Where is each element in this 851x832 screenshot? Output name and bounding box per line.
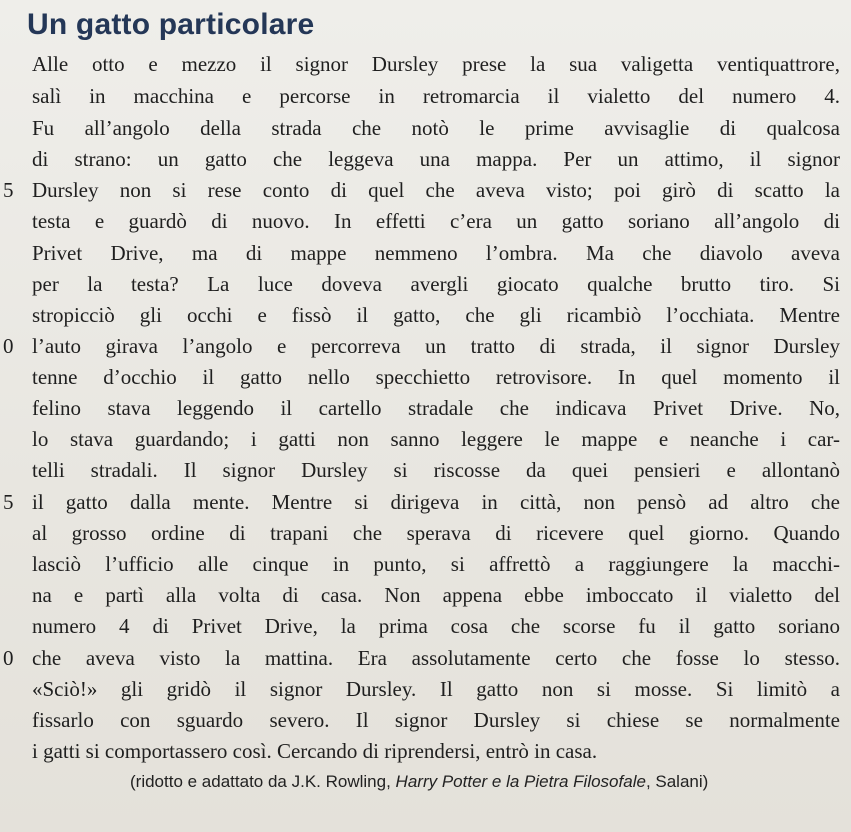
- citation-suffix: , Salani): [645, 772, 709, 791]
- text-line: il gatto dalla mente. Mentre si dirigeva in città, non pensò ad altro che: [32, 490, 840, 514]
- citation-prefix: (ridotto e adattato da J.K. Rowling,: [130, 772, 396, 791]
- text-line: lo stava guardando; i gatti non sanno leggere le mappe e neanche i car-: [32, 427, 840, 451]
- page-title: Un gatto particolare: [27, 8, 315, 41]
- text-line: i gatti si comportassero così. Cercando di riprendersi, entrò in casa.: [32, 739, 598, 763]
- text-line: telli stradali. Il signor Dursley si riscosse da quei pensieri e allontanò: [32, 458, 840, 482]
- text-line: numero 4 di Privet Drive, la prima cosa che scorse fu il gatto soriano: [32, 614, 840, 638]
- text-line: Alle otto e mezzo il signor Dursley prese la sua valigetta ventiquattrore,: [32, 52, 840, 76]
- book-title: Harry Potter e la Pietra Filosofale: [395, 772, 646, 791]
- text-line: fissarlo con sguardo severo. Il signor Dursley si chiese se normalmente: [32, 708, 840, 732]
- line-number: 0: [3, 334, 14, 358]
- text-line: Dursley non si rese conto di quel che aveva visto; poi girò di scatto la: [32, 178, 840, 202]
- text-line: Privet Drive, ma di mappe nemmeno l’ombra. Ma che diavolo aveva: [32, 241, 840, 265]
- text-line: salì in macchina e percorse in retromarcia il vialetto del numero 4.: [32, 84, 840, 108]
- text-line: l’auto girava l’angolo e percorreva un tratto di strada, il signor Dursley: [32, 334, 840, 358]
- text-line: «Sciò!» gli gridò il signor Dursley. Il gatto non si mosse. Si limitò a: [32, 677, 840, 701]
- line-number: 5: [3, 490, 14, 514]
- text-line: che aveva visto la mattina. Era assolutamente certo che fosse lo stesso.: [32, 646, 840, 670]
- text-line: al grosso ordine di trapani che sperava di ricevere quel giorno. Quando: [32, 521, 840, 545]
- text-line: lasciò l’ufficio alle cinque in punto, si affrettò a raggiungere la macchi-: [32, 552, 840, 576]
- text-line: di strano: un gatto che leggeva una mappa. Per un attimo, il signor: [32, 147, 840, 171]
- text-line: per la testa? La luce doveva avergli giocato qualche brutto tiro. Si: [32, 272, 840, 296]
- text-line: na e partì alla volta di casa. Non appena ebbe imboccato il vialetto del: [32, 583, 840, 607]
- text-line: felino stava leggendo il cartello stradale che indicava Privet Drive. No,: [32, 396, 840, 420]
- source-citation: [130, 767, 845, 797]
- line-number: 5: [3, 178, 14, 202]
- text-line: tenne d’occhio il gatto nello specchietto retrovisore. In quel momento il: [32, 365, 840, 389]
- text-line: Fu all’angolo della strada che notò le prime avvisaglie di qualcosa: [32, 116, 840, 140]
- text-line: testa e guardò di nuovo. In effetti c’era un gatto soriano all’angolo di: [32, 209, 840, 233]
- line-number: 0: [3, 646, 14, 670]
- text-line: stropicciò gli occhi e fissò il gatto, che gli ricambiò l’occhiata. Mentre: [32, 303, 840, 327]
